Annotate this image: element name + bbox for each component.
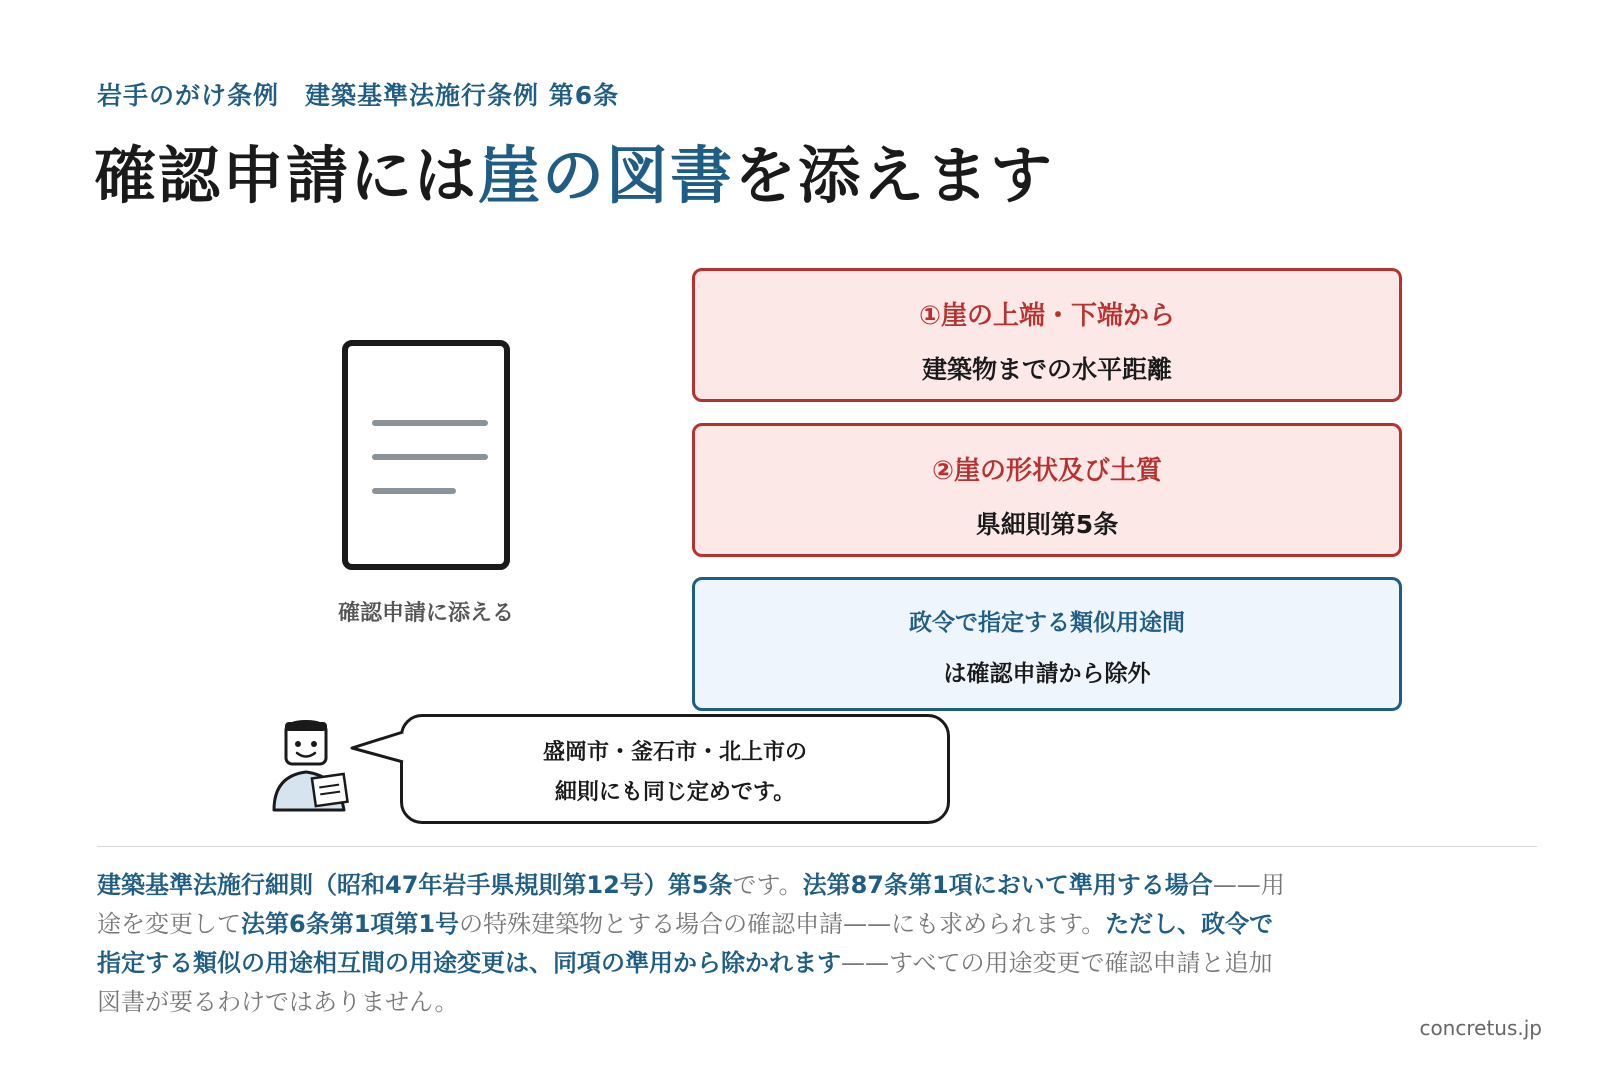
document-icon (342, 340, 510, 570)
speech-line-2: 細則にも同じ定めです。 (554, 780, 796, 805)
title-text-end: を添えます (734, 139, 1055, 212)
desc-text: ——すべての用途変更で確認申請と追加図書が要るわけではありません。 (97, 949, 1273, 1016)
title-text: 確認申請には (94, 139, 479, 212)
requirement-detail: 県細則第5条 (975, 510, 1119, 539)
exemption-box (692, 577, 1402, 711)
requirement-box-1 (692, 268, 1402, 402)
desc-text: です。 (732, 871, 803, 899)
document-line (372, 454, 488, 460)
site-credit: concretus.jp (1419, 1016, 1542, 1040)
requirement-box-2 (692, 423, 1402, 557)
desc-text: の特殊建築物とする場合の確認申請——にも求められます。 (459, 910, 1106, 938)
speech-bubble-tail (350, 726, 404, 770)
speech-line-1: 盛岡市・釜石市・北上市の (542, 740, 807, 765)
document-line (372, 420, 488, 426)
description-text (97, 866, 1287, 1022)
document-caption: 確認申請に添える (337, 601, 514, 626)
exemption-detail: は確認申請から除外 (943, 661, 1151, 687)
exemption-title: 政令で指定する類似用途間 (909, 610, 1185, 636)
desc-emphasis: 法第6条第1項第1号 (241, 910, 460, 938)
page-subtitle: 岩手のがけ条例 建築基準法施行条例 第6条 (97, 81, 620, 110)
requirement-title: ②崖の形状及び土質 (931, 456, 1162, 486)
speech-bubble (400, 714, 950, 824)
desc-text: ——用途を変更して (97, 871, 1285, 938)
requirement-title: ①崖の上端・下端から (918, 301, 1175, 331)
desc-emphasis: 法第87条第1項において準用する場合 (802, 871, 1213, 899)
person-icon (268, 716, 358, 812)
document-line (372, 488, 456, 494)
desc-emphasis: 建築基準法施行細則（昭和47年岩手県規則第12号）第5条 (97, 871, 733, 899)
section-divider (97, 846, 1537, 847)
title-highlight: 崖の図書 (478, 139, 735, 212)
requirement-detail: 建築物までの水平距離 (921, 355, 1172, 384)
desc-emphasis: ただし、政令で指定する類似の用途相互間の用途変更は、同項の準用から除かれます (97, 910, 1274, 977)
page-title (94, 126, 1054, 215)
